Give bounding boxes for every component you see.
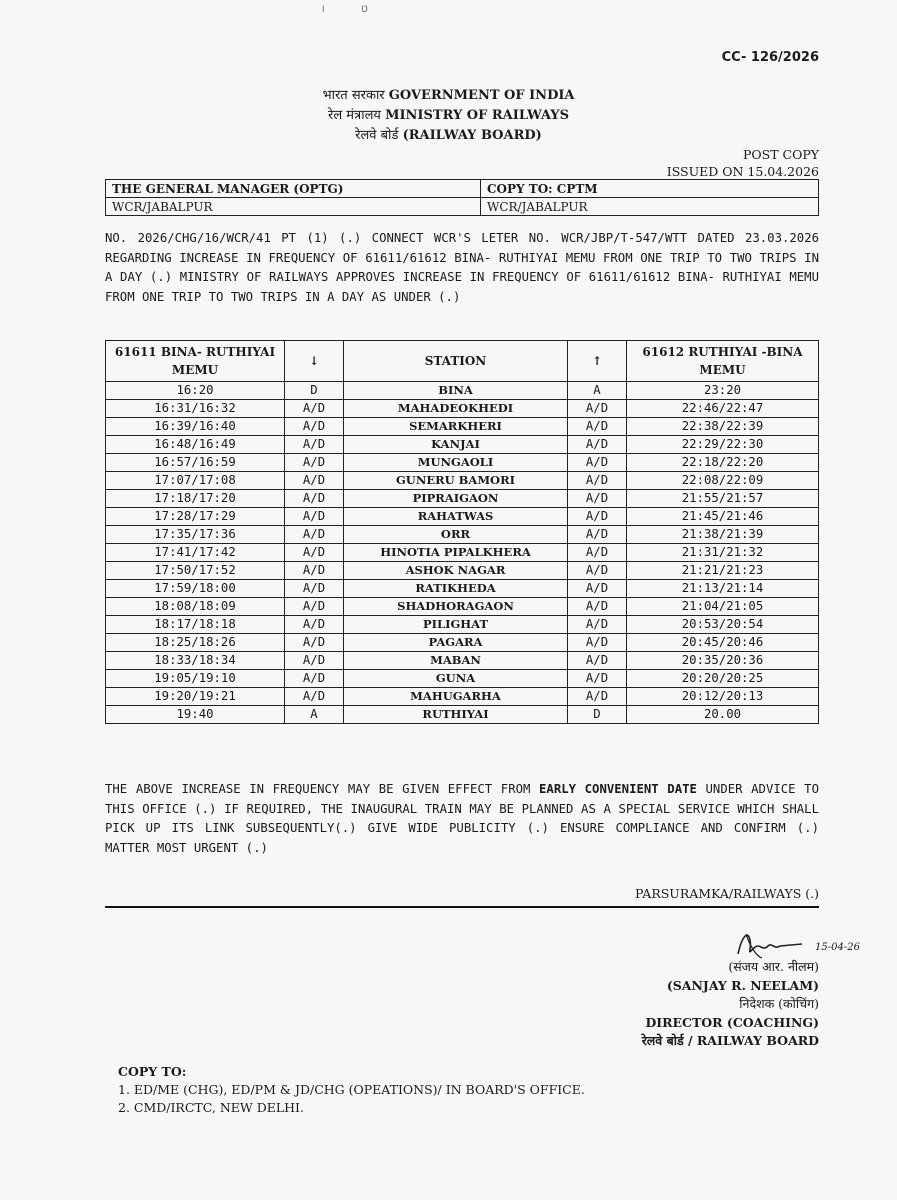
letterhead-english-2: MINISTRY OF RAILWAYS (385, 108, 569, 123)
letterhead-hindi-3: रेलवे बोर्ड (355, 128, 399, 143)
dir-61612: A/D (568, 454, 627, 472)
dir-61611: A/D (285, 400, 344, 418)
station-name: RAHATWAS (344, 508, 568, 526)
post-copy-label: POST COPY (742, 147, 819, 162)
dir-61611: A/D (285, 562, 344, 580)
dir-61612: A/D (568, 580, 627, 598)
copy-to-section (118, 1063, 585, 1117)
time-61612: 20:45/20:46 (627, 634, 819, 652)
dir-61612: A/D (568, 490, 627, 508)
dir-61611: A/D (285, 472, 344, 490)
dir-61612: A (568, 382, 627, 400)
dir-61612: A/D (568, 400, 627, 418)
station-name: RUTHIYAI (344, 706, 568, 724)
letterhead-english-3: (RAILWAY BOARD) (402, 128, 542, 143)
table-row (106, 508, 819, 526)
dir-61612: A/D (568, 472, 627, 490)
dir-61611: A/D (285, 616, 344, 634)
time-61612: 20:35/20:36 (627, 652, 819, 670)
dir-61611: A/D (285, 634, 344, 652)
table-row (106, 490, 819, 508)
station-name: MABAN (344, 652, 568, 670)
table-row (106, 652, 819, 670)
handwritten-signature (732, 926, 812, 962)
time-61612: 21:04/21:05 (627, 598, 819, 616)
timetable-header-row (106, 341, 819, 382)
dir-61611: A/D (285, 508, 344, 526)
dep-61611: 16:39/16:40 (106, 418, 285, 436)
time-61612: 22:08/22:09 (627, 472, 819, 490)
station-name: ORR (344, 526, 568, 544)
header-train-61611: 61611 BINA- RUTHIYAI MEMU (106, 341, 285, 382)
dep-61611: 16:31/16:32 (106, 400, 285, 418)
dir-61611: A/D (285, 418, 344, 436)
copy-to-place: WCR/JABALPUR (481, 198, 819, 216)
addressee-table (105, 179, 819, 216)
dep-61611: 17:59/18:00 (106, 580, 285, 598)
letterhead (0, 86, 897, 146)
time-61612: 22:46/22:47 (627, 400, 819, 418)
sender-line: PARSURAMKA/RAILWAYS (.) (635, 886, 819, 901)
issue-info (667, 146, 819, 180)
dep-61611: 17:35/17:36 (106, 526, 285, 544)
time-61612: 21:45/21:46 (627, 508, 819, 526)
table-row (106, 688, 819, 706)
dir-61611: A/D (285, 688, 344, 706)
station-name: PAGARA (344, 634, 568, 652)
up-arrow-icon: ↑ (568, 341, 627, 382)
letterhead-hindi-2: रेल मंत्रालय (328, 108, 381, 123)
dir-61611: A/D (285, 652, 344, 670)
time-61612: 22:38/22:39 (627, 418, 819, 436)
dep-61611: 17:50/17:52 (106, 562, 285, 580)
addressee-place: WCR/JABALPUR (106, 198, 481, 216)
dir-61612: A/D (568, 670, 627, 688)
station-name: KANJAI (344, 436, 568, 454)
table-row (106, 526, 819, 544)
time-61612: 22:29/22:30 (627, 436, 819, 454)
dir-61611: A/D (285, 436, 344, 454)
station-name: GUNERU BAMORI (344, 472, 568, 490)
dir-61612: A/D (568, 418, 627, 436)
dir-61612: A/D (568, 436, 627, 454)
dir-61611: A/D (285, 526, 344, 544)
dir-61612: A/D (568, 526, 627, 544)
station-name: GUNA (344, 670, 568, 688)
time-61612: 20:20/20:25 (627, 670, 819, 688)
dep-61611: 17:07/17:08 (106, 472, 285, 490)
dir-61611: A (285, 706, 344, 724)
time-61612: 20:53/20:54 (627, 616, 819, 634)
divider (105, 906, 819, 908)
down-arrow-icon: ↓ (285, 341, 344, 382)
dir-61612: A/D (568, 616, 627, 634)
time-61612: 21:31/21:32 (627, 544, 819, 562)
dir-61612: A/D (568, 598, 627, 616)
table-row (106, 598, 819, 616)
table-row (106, 400, 819, 418)
station-name: RATIKHEDA (344, 580, 568, 598)
time-61612: 21:21/21:23 (627, 562, 819, 580)
dep-61611: 19:20/19:21 (106, 688, 285, 706)
time-61612: 20:12/20:13 (627, 688, 819, 706)
dir-61611: A/D (285, 580, 344, 598)
station-name: HINOTIA PIPALKHERA (344, 544, 568, 562)
letterhead-hindi-1: भारत सरकार (322, 88, 385, 103)
dep-61611: 16:48/16:49 (106, 436, 285, 454)
dir-61612: A/D (568, 508, 627, 526)
timetable (105, 340, 819, 724)
time-61612: 21:55/21:57 (627, 490, 819, 508)
signatory-name-hindi: (संजय आर. नीलम) (728, 959, 819, 974)
dir-61611: D (285, 382, 344, 400)
copy-to-item: 2. CMD/IRCTC, NEW DELHI. (118, 1100, 304, 1115)
station-name: SHADHORAGAON (344, 598, 568, 616)
closing-emphasis: EARLY CONVENIENT DATE (539, 782, 697, 796)
closing-paragraph (105, 780, 819, 858)
dep-61611: 19:05/19:10 (106, 670, 285, 688)
letterhead-english-1: GOVERNMENT OF INDIA (388, 88, 575, 103)
signature-date: 15-04-26 (815, 942, 860, 953)
table-row (106, 418, 819, 436)
addressee-title: THE GENERAL MANAGER (OPTG) (106, 180, 481, 198)
table-row (106, 544, 819, 562)
table-row (106, 706, 819, 724)
dep-61611: 16:20 (106, 382, 285, 400)
station-name: BINA (344, 382, 568, 400)
station-name: MUNGAOLI (344, 454, 568, 472)
dep-61611: 18:33/18:34 (106, 652, 285, 670)
dir-61611: A/D (285, 670, 344, 688)
dir-61611: A/D (285, 544, 344, 562)
table-row (106, 436, 819, 454)
signatory-title-hindi: निदेशक (कोचिंग) (739, 996, 819, 1011)
dep-61611: 17:41/17:42 (106, 544, 285, 562)
issued-date: ISSUED ON 15.04.2026 (666, 164, 819, 179)
timetable-body (106, 382, 819, 724)
dir-61612: A/D (568, 562, 627, 580)
dep-61611: 18:08/18:09 (106, 598, 285, 616)
copy-to-item: 1. ED/ME (CHG), ED/PM & JD/CHG (OPEATIONS)/ IN BOARD'S OFFICE. (118, 1082, 585, 1097)
station-name: MAHADEOKHEDI (344, 400, 568, 418)
table-row (106, 382, 819, 400)
dep-61611: 18:25/18:26 (106, 634, 285, 652)
closing-text-1: THE ABOVE INCREASE IN FREQUENCY MAY BE GIVEN EFFECT FROM (105, 782, 531, 796)
time-61612: 22:18/22:20 (627, 454, 819, 472)
cc-number: CC- 126/2026 (721, 50, 819, 65)
header-station: STATION (344, 341, 568, 382)
table-row (106, 472, 819, 490)
scan-mark: ט ו (320, 2, 382, 15)
station-name: ASHOK NAGAR (344, 562, 568, 580)
dir-61612: A/D (568, 652, 627, 670)
letter-body: NO. 2026/CHG/16/WCR/41 PT (1) (.) CONNECT WCR'S LETER NO. WCR/JBP/T-547/WTT DATED 23.03.2026 REGARDING INCREASE IN FREQUENCY OF 61611/61612 BINA- RUTHIYAI MEMU FROM ONE TRIP TO TWO TRIPS IN A DAY (.) MINISTRY OF RAILWAYS APPROVES INCREASE IN FREQUENCY OF 61611/61612 BINA- RUTHIYAI MEMU FROM ONE TRIP TO TWO TRIPS IN A DAY AS UNDER (.) (105, 231, 819, 304)
dep-61611: 18:17/18:18 (106, 616, 285, 634)
time-61612: 23:20 (627, 382, 819, 400)
station-name: PILIGHAT (344, 616, 568, 634)
dep-61611: 16:57/16:59 (106, 454, 285, 472)
dir-61612: A/D (568, 634, 627, 652)
dir-61611: A/D (285, 454, 344, 472)
closing-text-2: UNDER ADVICE TO THIS OFFICE (.) IF REQUIRED, THE INAUGURAL TRAIN MAY BE PLANNED AS A SPECIAL SERVICE WHICH SHALL PICK UP ITS LINK SUBSEQUENTLY(.) GIVE WIDE PUBLICITY (.) ENSURE COMPLIANCE AND CONFIRM (.) MATTER MOST URGENT (.) (105, 782, 819, 855)
dir-61612: A/D (568, 544, 627, 562)
dir-61612: D (568, 706, 627, 724)
copy-to-title: COPY TO: CPTM (481, 180, 819, 198)
dir-61612: A/D (568, 688, 627, 706)
dir-61611: A/D (285, 598, 344, 616)
dir-61611: A/D (285, 490, 344, 508)
table-row (106, 616, 819, 634)
signature-block (642, 958, 819, 1051)
signatory-org-hindi: रेलवे बोर्ड (641, 1033, 684, 1048)
station-name: SEMARKHERI (344, 418, 568, 436)
table-row (106, 454, 819, 472)
signatory-org: / RAILWAY BOARD (688, 1033, 819, 1048)
dep-61611: 17:18/17:20 (106, 490, 285, 508)
table-row (106, 634, 819, 652)
station-name: MAHUGARHA (344, 688, 568, 706)
signatory-name: (SANJAY R. NEELAM) (666, 977, 819, 993)
dep-61611: 19:40 (106, 706, 285, 724)
signatory-title: DIRECTOR (COACHING) (645, 1014, 819, 1030)
table-row (106, 580, 819, 598)
table-row (106, 670, 819, 688)
time-61612: 21:13/21:14 (627, 580, 819, 598)
time-61612: 20.00 (627, 706, 819, 724)
table-row (106, 562, 819, 580)
header-train-61612: 61612 RUTHIYAI -BINA MEMU (627, 341, 819, 382)
dep-61611: 17:28/17:29 (106, 508, 285, 526)
station-name: PIPRAIGAON (344, 490, 568, 508)
copy-to-heading: COPY TO: (118, 1064, 187, 1079)
time-61612: 21:38/21:39 (627, 526, 819, 544)
